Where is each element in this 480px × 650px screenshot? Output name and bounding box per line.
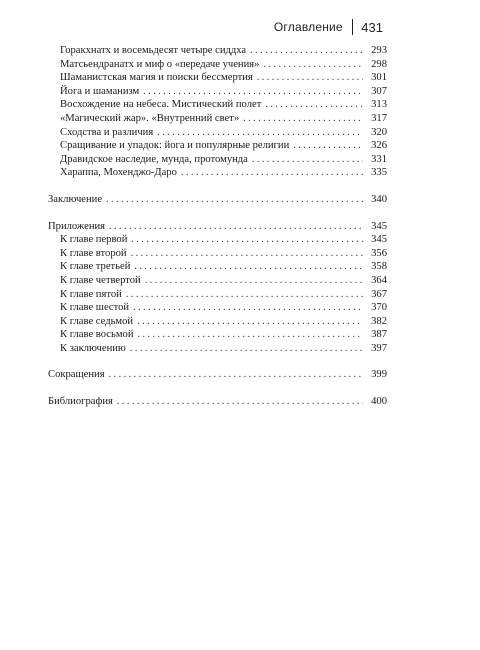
section-gap [48,180,387,193]
toc-entry-page: 326 [371,140,387,152]
header-page-number: 431 [361,19,383,35]
toc-entry-title: Матсьендранатх и миф о «передаче учения» [60,58,260,70]
toc-entry-title: Сокращения [48,369,105,381]
toc-entry-page: 313 [371,99,387,111]
toc-entry[interactable] [48,288,387,302]
section-gap [48,382,387,395]
toc-entry-page: 317 [371,112,387,124]
leader-dots [257,71,363,85]
toc-entry[interactable] [48,58,387,72]
leader-dots [138,328,364,342]
leader-dots [106,193,363,207]
toc-entry-title: Библиография [48,396,113,408]
toc-entry[interactable] [48,315,387,329]
toc-entry[interactable] [48,328,387,342]
leader-dots [293,139,363,153]
table-of-contents [48,44,387,409]
toc-entry[interactable] [48,98,387,112]
leader-dots [250,44,363,58]
leader-dots [109,220,363,234]
toc-entry-appendices[interactable] [48,220,387,234]
toc-entry-page: 400 [371,396,387,408]
leader-dots [126,288,363,302]
toc-entry-title: Шаманистская магия и поиски бессмертия [60,72,253,84]
toc-entry[interactable] [48,342,387,356]
toc-entry-page: 335 [371,167,387,179]
leader-dots [117,395,363,409]
leader-dots [134,260,363,274]
leader-dots [131,233,363,247]
toc-entry-title: «Магический жар». «Внутренний свет» [60,112,240,124]
toc-entry[interactable] [48,153,387,167]
toc-entry-conclusion[interactable] [48,193,387,207]
toc-entry[interactable] [48,274,387,288]
toc-entry-title: К главе седьмой [60,315,134,327]
toc-entry[interactable] [48,301,387,315]
toc-entry-title: Сходства и различия [60,126,154,138]
toc-entry-page: 298 [371,58,387,70]
toc-entry[interactable] [48,166,387,180]
toc-entry-title: Дравидское наследие, мунда, протомунда [60,153,248,165]
toc-entry-page: 367 [371,288,387,300]
leader-dots [109,368,363,382]
toc-entry-title: К главе восьмой [60,329,134,341]
toc-entry[interactable] [48,71,387,85]
toc-entry-page: 345 [371,234,387,246]
leader-dots [130,342,363,356]
toc-entry-page: 364 [371,274,387,286]
toc-entry-title: К главе второй [60,247,127,259]
leader-dots [263,58,363,72]
toc-entry-page: 340 [371,193,387,205]
toc-entry-page: 301 [371,72,387,84]
toc-entry-title: К главе первой [60,234,128,246]
toc-entry-page: 387 [371,329,387,341]
toc-entry-title: К главе пятой [60,288,122,300]
toc-entry-title: Приложения [48,220,106,232]
leader-dots [243,112,363,126]
leader-dots [137,315,363,329]
toc-entry[interactable] [48,85,387,99]
toc-entry[interactable] [48,247,387,261]
toc-entry-abbreviations[interactable] [48,368,387,382]
toc-entry-title: К главе шестой [60,302,130,314]
toc-entry-page: 358 [371,261,387,273]
toc-entry-title: Йога и шаманизм [60,85,140,97]
toc-entry-page: 331 [371,153,387,165]
leader-dots [145,274,363,288]
toc-entry[interactable] [48,126,387,140]
toc-entry[interactable] [48,44,387,58]
toc-entry-title: К заключению [60,342,126,354]
toc-entry-title: Горакхнатх и восемьдесят четыре сиддха [60,45,247,56]
leader-dots [131,247,363,261]
leader-dots [157,126,363,140]
toc-entry-page: 382 [371,315,387,327]
header-divider [352,19,354,35]
toc-entry-page: 356 [371,247,387,259]
toc-entry-title: Сращивание и упадок: йога и популярные религии [60,140,290,152]
toc-entry-title: К главе третьей [60,261,131,273]
toc-entry-page: 397 [371,342,387,354]
toc-entry-title: Заключение [48,193,103,205]
leader-dots [181,166,363,180]
toc-entry-page: 345 [371,220,387,232]
leader-dots [133,301,363,315]
toc-entry-title: Хараппа, Мохенджо-Даро [60,167,177,179]
toc-entry-page: 320 [371,126,387,138]
toc-entry[interactable] [48,233,387,247]
toc-entry[interactable] [48,260,387,274]
toc-entry[interactable] [48,139,387,153]
toc-entry-title: К главе четвертой [60,274,141,286]
toc-entry-page: 293 [371,45,387,56]
leader-dots [252,153,363,167]
header-title: Оглавление [273,20,343,34]
running-header [274,19,383,35]
section-gap [48,207,387,220]
leader-dots [143,85,363,99]
leader-dots [265,98,363,112]
toc-entry-bibliography[interactable] [48,395,387,409]
toc-entry-page: 399 [371,369,387,381]
toc-entry-title: Восхождение на небеса. Мистический полет [60,99,262,111]
toc-entry-page: 370 [371,302,387,314]
section-gap [48,355,387,368]
toc-entry[interactable] [48,112,387,126]
toc-entry-page: 307 [371,85,387,97]
